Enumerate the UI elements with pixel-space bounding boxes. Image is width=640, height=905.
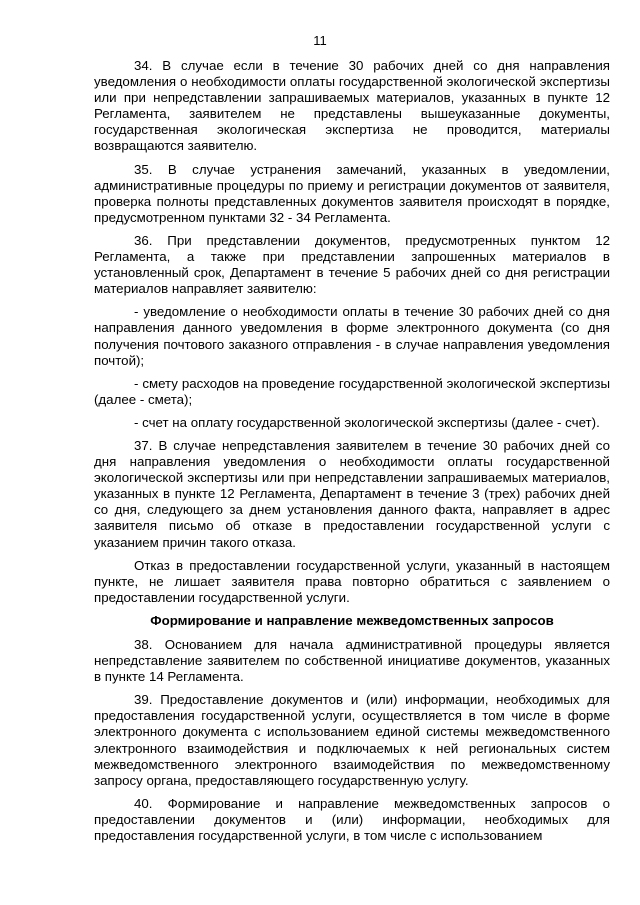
page-number: 11 xyxy=(313,33,327,48)
paragraph-36-item-estimate: - смету расходов на проведение государственной экологической экспертизы (далее - смета); xyxy=(94,375,610,407)
paragraph-36: 36. При представлении документов, предусмотренных пунктом 12 Регламента, а также при представлении запрошенных материалов в установленный срок, Департамент в течение 5 рабочих дней со дня регистрации материалов направляет заявителю: xyxy=(94,232,610,297)
paragraph-35: 35. В случае устранения замечаний, указанных в уведомлении, административные процедуры по приему и регистрации документов от заявителя, проверка полноты представленных документов заявителя происходят в порядке, предусмотренном пунктами 32 - 34 Регламента. xyxy=(94,161,610,225)
paragraph-34: 34. В случае если в течение 30 рабочих дней со дня направления уведомления о необходимости оплаты государственной экологической экспертизы или при непредставлении запрашиваемых материалов, указанных в пункте 12 Регламента, заявителем не представлены вышеуказанные документы, государственная экологическая экспертиза не проводится, материалы возвращаются заявителю. xyxy=(94,58,610,154)
paragraph-36-item-notice: - уведомление о необходимости оплаты в течение 30 рабочих дней со дня направления данного уведомления в форме электронного документа (со дня получения почтового заказного отправления - в случае направления уведомления почтой); xyxy=(94,304,610,368)
section-heading: Формирование и направление межведомственных запросов xyxy=(150,612,554,628)
paragraph-37: 37. В случае непредставления заявителем в течение 30 рабочих дней со дня направления уведомления о необходимости оплаты государственной экологической экспертизы или при непредставлении запрашиваемых материалов, указанных в пункте 12 Регламента, Департамент в течение 3 (трех) рабочих дней со дня, следующего за днем установления данного факта, направляет в адрес заявителя письмо об отказе в предоставлении государственной услуги с указанием причин такого отказа. xyxy=(94,437,610,550)
paragraph-37-refusal: Отказ в предоставлении государственной услуги, указанный в настоящем пункте, не лишает заявителя права повторно обратиться с заявлением о предоставлении государственной услуги. xyxy=(94,557,610,605)
document-body xyxy=(94,58,610,851)
paragraph-38: 38. Основанием для начала административной процедуры является непредставление заявителем по собственной инициативе документов, указанных в пункте 14 Регламента. xyxy=(94,637,610,685)
paragraph-39: 39. Предоставление документов и (или) информации, необходимых для предоставления государственной услуги, осуществляется в том числе в форме электронного документа с использованием единой системы межведомственного электронного взаимодействия и подключаемых к ней региональных систем межведомственного электронного взаимодействия по межведомственному запросу органа, предоставляющего государственную услугу. xyxy=(94,692,610,788)
paragraph-36-item-invoice: - счет на оплату государственной экологической экспертизы (далее - счет). xyxy=(134,414,600,430)
paragraph-40: 40. Формирование и направление межведомственных запросов о предоставлении документов и (или) информации, необходимых для предоставления государственной услуги, в том числе с использованием xyxy=(94,795,610,844)
